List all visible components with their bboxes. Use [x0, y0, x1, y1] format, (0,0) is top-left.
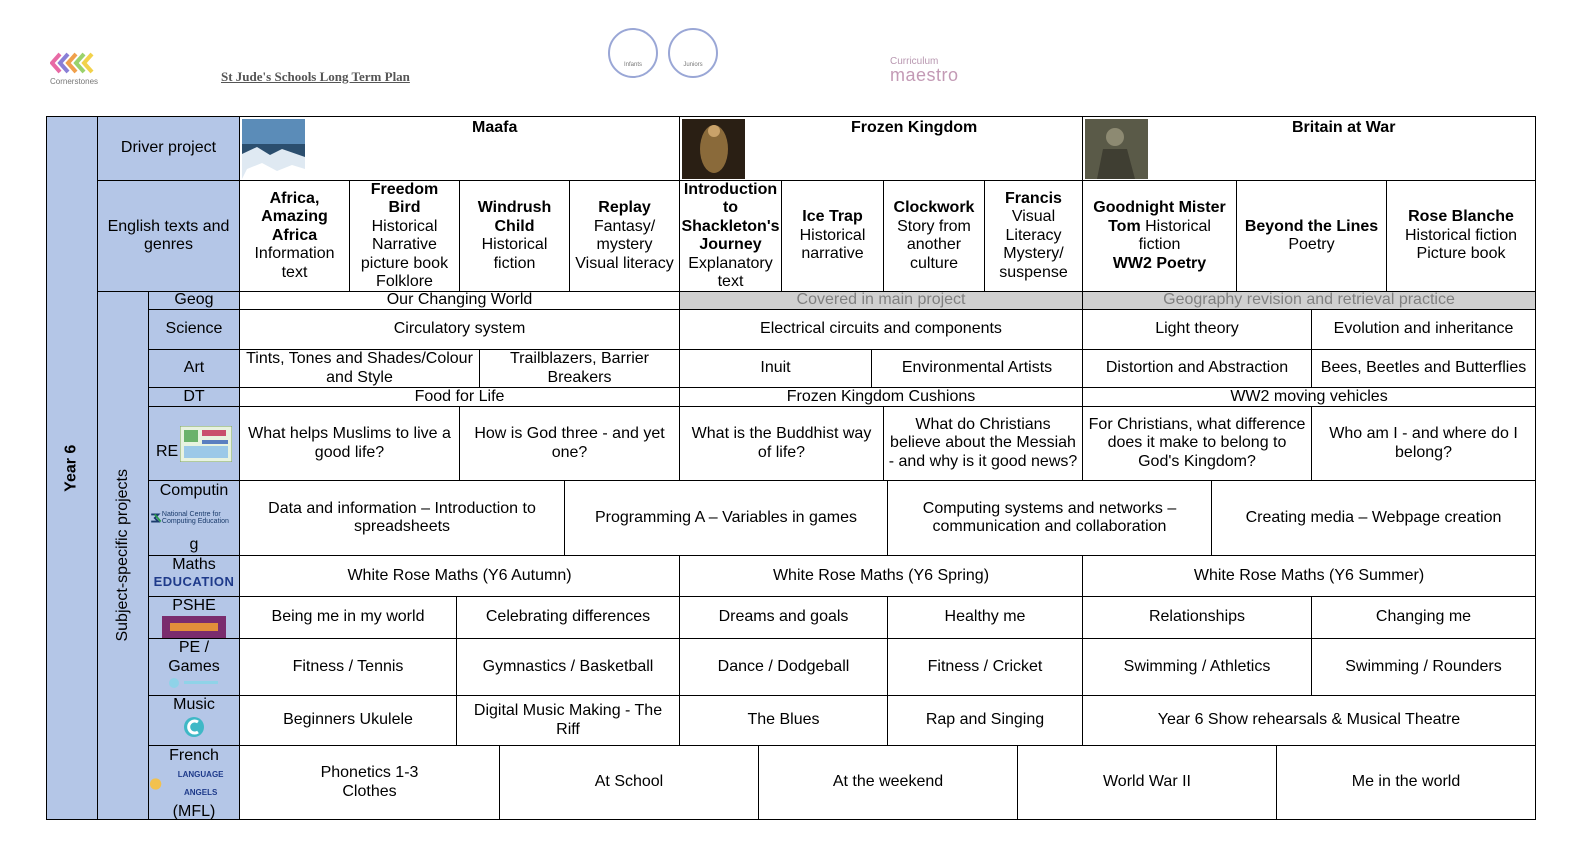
pshe-cell: Being me in my world	[239, 596, 457, 639]
music-label: Music	[173, 696, 215, 713]
art-label: Art	[148, 349, 240, 388]
driver-project-label: Driver project	[97, 116, 240, 181]
french-cell: Me in the world	[1276, 745, 1536, 820]
computing-cell: Computing systems and networks – communication and collaboration	[887, 480, 1212, 556]
english-text-cell: Goodnight Mister Tom Historical fiction WW2 Poetry	[1082, 180, 1237, 292]
french-cell: World War II	[1017, 745, 1277, 820]
pshe-cell: Healthy me	[887, 596, 1083, 639]
cornerstones-logo: Cornerstones	[50, 52, 98, 84]
pshe-cell: Changing me	[1311, 596, 1536, 639]
art-cell: Trailblazers, Barrier Breakers	[479, 349, 680, 388]
pshe-label: PSHE	[172, 597, 216, 614]
re-cell: How is God three - and yet one?	[459, 406, 680, 481]
re-label-cell	[148, 406, 240, 481]
re-cell: Who am I - and where do I belong?	[1311, 406, 1536, 481]
year-label-cell	[46, 116, 98, 820]
get-set-education-icon	[164, 676, 224, 690]
art-cell: Bees, Beetles and Butterflies	[1311, 349, 1536, 388]
art-cell: Inuit	[679, 349, 872, 388]
charanga-logo	[179, 715, 209, 741]
geog-cell: Covered in main project	[679, 291, 1083, 310]
english-text-cell: Freedom Bird Historical Narrative picture book Folklore	[349, 180, 460, 292]
ice-landscape-image	[242, 119, 305, 179]
music-label-cell	[148, 695, 240, 746]
page-title: St Jude's Schools Long Term Plan	[221, 69, 410, 84]
maths-cell: White Rose Maths (Y6 Autumn)	[239, 555, 680, 597]
soldier-image	[1085, 119, 1148, 179]
computing-cell: Creating media – Webpage creation	[1211, 480, 1536, 556]
music-cell: The Blues	[679, 695, 888, 746]
re-cell: What is the Buddhist way of life?	[679, 406, 884, 481]
french-label: French	[169, 747, 219, 764]
geog-label: Geog	[148, 291, 240, 310]
driver-project-maafa	[239, 116, 680, 181]
school-seal-juniors: Juniors	[668, 28, 718, 78]
science-label: Science	[148, 309, 240, 350]
computing-label-end: g	[189, 535, 199, 553]
pe-cell: Swimming / Rounders	[1311, 638, 1536, 696]
dt-cell: Food for Life	[239, 387, 680, 407]
jigsaw-logo	[162, 616, 226, 638]
french-label-mfl: (MFL)	[172, 802, 216, 820]
computing-label-cell	[148, 480, 240, 556]
maths-cell: White Rose Maths (Y6 Summer)	[1082, 555, 1536, 597]
subject-projects-label-cell	[97, 291, 149, 820]
dt-cell: WW2 moving vehicles	[1082, 387, 1536, 407]
science-cell: Electrical circuits and components	[679, 309, 1083, 350]
art-cell: Tints, Tones and Shades/Colour and Style	[239, 349, 480, 388]
re-poster-icon	[180, 426, 232, 462]
french-cell: Phonetics 1-3 Clothes	[239, 745, 500, 820]
english-text-cell: Windrush Child Historical fiction	[459, 180, 570, 292]
music-cell: Digital Music Making - The Riff	[456, 695, 680, 746]
maths-label: Maths	[172, 556, 216, 573]
pe-cell: Gymnastics / Basketball	[456, 638, 680, 696]
computing-cell: Data and information – Introduction to spreadsheets	[239, 480, 565, 556]
english-text-cell: Africa, Amazing Africa Information text	[239, 180, 350, 292]
pshe-label-cell	[148, 596, 240, 639]
re-cell: What helps Muslims to live a good life?	[239, 406, 460, 481]
english-text-cell: Francis Visual Literacy Mystery/ suspense	[984, 180, 1083, 292]
pe-cell: Dance / Dodgeball	[679, 638, 888, 696]
pe-cell: Fitness / Tennis	[239, 638, 457, 696]
pe-label: PE /	[178, 639, 210, 656]
music-cell: Beginners Ukulele	[239, 695, 457, 746]
language-angels-icon	[149, 777, 162, 791]
pshe-cell: Relationships	[1082, 596, 1312, 639]
driver-project-maafa-title: Maafa	[472, 119, 518, 136]
year-label: Year 6	[62, 444, 80, 492]
shackleton-figure-image	[682, 119, 745, 179]
science-cell: Circulatory system	[239, 309, 680, 350]
dt-label: DT	[148, 387, 240, 407]
pe-label-cell	[148, 638, 240, 696]
pshe-cell: Celebrating differences	[456, 596, 680, 639]
driver-project-britain-at-war	[1082, 116, 1536, 181]
white-rose-logo: EDUCATION	[153, 573, 235, 589]
pe-cell: Fitness / Cricket	[887, 638, 1083, 696]
french-cell: At School	[499, 745, 759, 820]
music-cell: Rap and Singing	[887, 695, 1083, 746]
english-text-cell: Ice Trap Historical narrative	[781, 180, 884, 292]
ncce-logo: National Centre for Computing Education	[150, 508, 238, 528]
re-cell: For Christians, what difference does it make to belong to God's Kingdom?	[1082, 406, 1312, 481]
english-text-cell: Rose Blanche Historical fiction Picture book	[1386, 180, 1536, 292]
driver-project-frozen-kingdom-title: Frozen Kingdom	[851, 119, 978, 136]
curriculum-maestro-logo: Curriculum maestro	[890, 56, 959, 85]
music-cell: Year 6 Show rehearsals & Musical Theatre	[1082, 695, 1536, 746]
french-label-cell	[148, 745, 240, 820]
subject-projects-label: Subject-specific projects	[113, 469, 131, 642]
maths-label-cell	[148, 555, 240, 597]
english-text-cell: Introduction to Shackleton's Journey Explanatory text	[679, 180, 782, 292]
art-cell: Environmental Artists	[871, 349, 1083, 388]
art-cell: Distortion and Abstraction	[1082, 349, 1312, 388]
computing-label: Computin	[159, 482, 229, 499]
maths-cell: White Rose Maths (Y6 Spring)	[679, 555, 1083, 597]
re-cell: What do Christians believe about the Messiah - and why is it good news?	[883, 406, 1083, 481]
language-angels-logo: LANGUAGE ANGELS	[149, 766, 239, 803]
driver-project-frozen-kingdom	[679, 116, 1083, 181]
ncce-logo-icon	[150, 508, 162, 528]
english-label: English texts and genres	[97, 180, 240, 292]
english-text-cell: Replay Fantasy/ mystery Visual literacy	[569, 180, 680, 292]
science-cell: Light theory	[1082, 309, 1312, 350]
geog-cell: Our Changing World	[239, 291, 680, 310]
french-cell: At the weekend	[758, 745, 1018, 820]
pe-cell: Swimming / Athletics	[1082, 638, 1312, 696]
re-label: RE	[156, 443, 179, 461]
driver-project-britain-at-war-title: Britain at War	[1292, 119, 1396, 136]
pe-label-games: Games	[168, 657, 220, 675]
computing-cell: Programming A – Variables in games	[564, 480, 888, 556]
english-text-cell: Beyond the Lines Poetry	[1236, 180, 1387, 292]
english-text-cell: Clockwork Story from another culture	[883, 180, 985, 292]
pshe-cell: Dreams and goals	[679, 596, 888, 639]
school-seal-infants: Infants	[608, 28, 658, 78]
science-cell: Evolution and inheritance	[1311, 309, 1536, 350]
dt-cell: Frozen Kingdom Cushions	[679, 387, 1083, 407]
geog-cell: Geography revision and retrieval practice	[1082, 291, 1536, 310]
